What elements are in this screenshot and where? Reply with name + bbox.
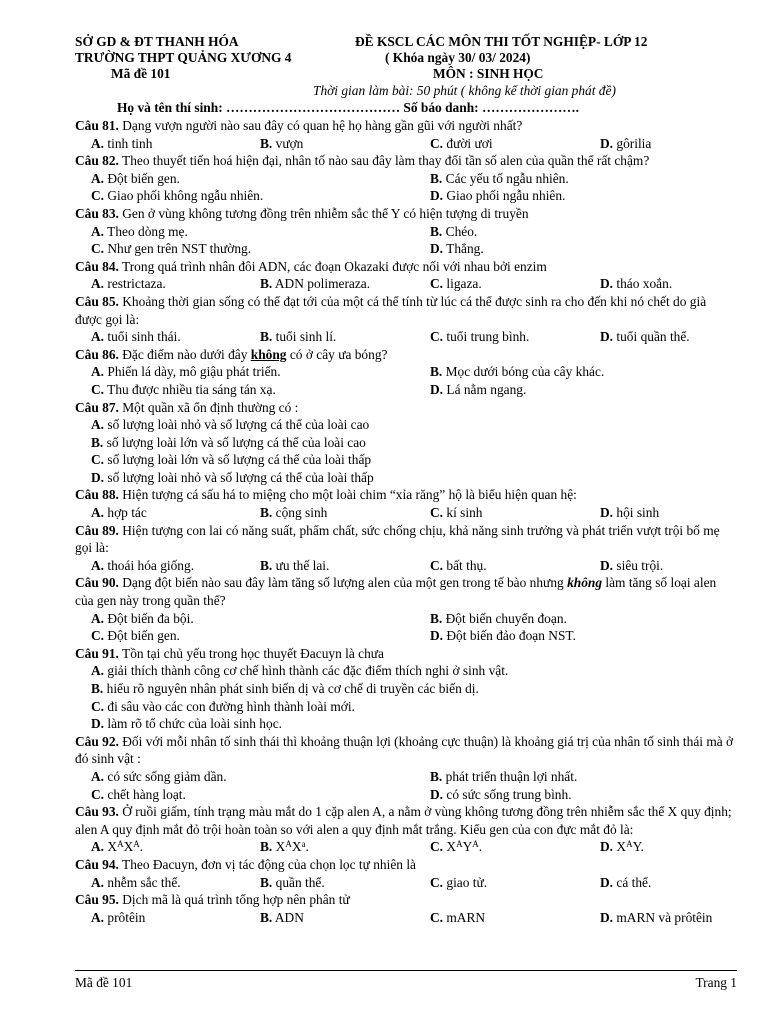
option-letter: B.: [260, 874, 273, 890]
question-number: Câu 90.: [75, 575, 119, 591]
answer-option: [430, 328, 600, 346]
allele-superscript: A: [133, 839, 140, 850]
option-letter: D.: [430, 628, 444, 644]
question-number: Câu 83.: [75, 205, 119, 221]
option-letter: C.: [430, 557, 444, 573]
option-text: tuổi quần thể.: [616, 329, 690, 345]
answer-options: [75, 838, 735, 856]
question-text: Tồn tại chủ yếu trong học thuyết Đacuyn là chưa: [122, 645, 384, 661]
answer-option: [91, 715, 735, 733]
department-name: SỞ GD & ĐT THANH HÓA: [75, 34, 239, 49]
question-stem: [75, 733, 735, 768]
answer-option: [91, 768, 430, 786]
option-letter: D.: [600, 329, 614, 345]
question-emphasis: không: [567, 575, 603, 591]
allele-superscript: a: [301, 839, 306, 850]
answer-option: [430, 504, 600, 522]
answer-option: [430, 557, 600, 575]
answer-option: [260, 838, 430, 856]
answer-option: [91, 504, 260, 522]
option-letter: A.: [91, 135, 105, 151]
option-text: tháo xoắn.: [616, 276, 673, 292]
question-number: Câu 84.: [75, 258, 119, 274]
option-text: ADN: [274, 909, 304, 925]
question-item: [75, 803, 735, 856]
option-text: vượn: [275, 135, 304, 151]
option-text: $X^AY$.: [616, 839, 644, 855]
option-letter: A.: [91, 505, 105, 521]
exam-code: Mã đề 101: [111, 66, 171, 81]
answer-option: [91, 680, 735, 698]
answer-option: [91, 627, 430, 645]
question-text: có ở cây ưa bóng?: [286, 346, 388, 362]
option-text: Các yếu tố ngẫu nhiên.: [445, 170, 569, 186]
question-text: Hiện tượng con lai có năng suất, phẩm chất, sức chống chịu, khả năng sinh trưởng và phát triển vượt trội bố mẹ gọi là:: [75, 522, 720, 556]
exam-date: ( Khóa ngày 30/ 03/ 2024): [385, 50, 531, 65]
question-number: Câu 81.: [75, 118, 119, 133]
option-letter: D.: [600, 839, 614, 855]
question-stem: [75, 856, 735, 874]
option-text: Theo dòng mẹ.: [107, 223, 188, 239]
option-letter: A.: [91, 276, 105, 292]
answer-option: [91, 451, 735, 469]
option-letter: A.: [91, 417, 105, 433]
option-letter: B.: [260, 135, 273, 151]
option-letter: D.: [600, 909, 614, 925]
option-text: có sức sống giảm dần.: [107, 768, 227, 784]
option-text: số lượng loài lớn và số lượng cá thể của loài thấp: [107, 452, 372, 468]
answer-options: [75, 363, 735, 398]
answer-option: [91, 416, 735, 434]
option-letter: D.: [430, 786, 444, 802]
answer-options: [75, 610, 735, 645]
option-text: Mọc dưới bóng của cây khác.: [445, 364, 605, 380]
question-text: Đặc điểm nào dưới đây: [122, 346, 251, 362]
allele-superscript: A: [456, 839, 463, 850]
answer-option: [600, 504, 750, 522]
option-text: Thẳng.: [446, 241, 484, 257]
question-item: [75, 891, 735, 926]
option-letter: B.: [91, 681, 104, 696]
option-text: Lá nằm ngang.: [446, 381, 527, 397]
answer-option: [260, 557, 430, 575]
option-letter: B.: [430, 170, 443, 186]
option-letter: B.: [430, 768, 443, 784]
option-text: gôrilia: [616, 135, 652, 151]
answer-option: [260, 135, 430, 153]
option-letter: B.: [260, 329, 273, 345]
option-letter: C.: [430, 874, 444, 890]
answer-option: [91, 874, 260, 892]
option-text: restrictaza.: [107, 276, 166, 292]
option-letter: D.: [91, 716, 105, 732]
question-number: Câu 93.: [75, 804, 119, 820]
question-number: Câu 86.: [75, 346, 119, 362]
answer-options: [75, 662, 735, 732]
answer-option: [600, 874, 750, 892]
answer-option: [430, 135, 600, 153]
question-text: Trong quá trình nhân đôi ADN, các đoạn Okazaki được nối với nhau bởi enzim: [122, 258, 547, 274]
option-text: chết hàng loạt.: [107, 786, 186, 802]
option-text: hợp tác: [107, 505, 147, 521]
question-text: Gen ở vùng không tương đồng trên nhiễm sắc thể Y có hiện tượng di truyền: [122, 205, 529, 221]
option-text: mARN và prôtêin: [616, 909, 713, 925]
option-text: làm rõ tổ chức của loài sinh học.: [107, 716, 282, 732]
answer-option: [430, 768, 750, 786]
question-stem: [75, 574, 735, 609]
option-text: Đột biến gen.: [107, 628, 180, 644]
answer-option: [430, 610, 750, 628]
option-letter: C.: [430, 839, 444, 855]
option-text: ưu thế lai.: [275, 557, 330, 573]
answer-option: [430, 838, 600, 856]
question-stem: [75, 205, 735, 223]
option-letter: B.: [260, 276, 273, 292]
option-text: prôtêin: [107, 909, 146, 925]
question-number: Câu 91.: [75, 645, 119, 661]
question-text: Khoảng thời gian sống có thể đạt tới của một cá thể tính từ lúc cá thể được sinh ra cho đến khi nó chết do già được gọi là:: [75, 293, 707, 327]
option-text: Đột biến đa bội.: [107, 610, 194, 626]
question-number: Câu 87.: [75, 399, 119, 415]
answer-option: [91, 786, 430, 804]
question-item: [75, 486, 735, 521]
header-row-2: [75, 50, 735, 66]
option-letter: A.: [91, 610, 105, 626]
answer-option: [430, 187, 750, 205]
allele-superscript: A: [285, 839, 292, 850]
option-letter: B.: [260, 505, 273, 521]
option-letter: C.: [430, 135, 444, 151]
option-text: $X^AX^A$.: [107, 839, 144, 855]
answer-option: [91, 328, 260, 346]
option-letter: C.: [430, 276, 444, 292]
question-list: [75, 117, 735, 926]
question-item: [75, 733, 735, 803]
option-letter: B.: [91, 434, 104, 450]
answer-option: [91, 434, 735, 452]
answer-option: [430, 909, 600, 927]
question-text: Ở ruồi giấm, tính trạng màu mắt do 1 cặp alen A, a nằm ở vùng không tương đồng trên nhiễm sắc thể X quy định; alen A quy định mắt đỏ trội hoàn toàn so với alen a quy định mắt trắng. Kiểu gen của con đực mắt đỏ là:: [75, 804, 732, 837]
option-text: bất thụ.: [446, 557, 487, 573]
question-stem: [75, 522, 735, 557]
option-letter: A.: [91, 839, 105, 855]
exam-page: [75, 34, 735, 926]
option-letter: D.: [430, 188, 444, 204]
question-text: Theo thuyết tiến hoá hiện đại, nhân tố nào sau đây làm thay đổi tần số alen của quần thể rất chậm?: [122, 153, 650, 169]
school-name: TRƯỜNG THPT QUẢNG XƯƠNG 4: [75, 50, 292, 65]
option-letter: D.: [600, 505, 614, 521]
allele-superscript: A: [472, 839, 479, 850]
option-letter: A.: [91, 170, 105, 186]
answer-option: [91, 698, 735, 716]
option-letter: C.: [430, 329, 444, 345]
question-item: [75, 856, 735, 891]
option-text: số lượng loài nhỏ và số lượng cá thể của loài cao: [107, 417, 370, 433]
question-number: Câu 89.: [75, 522, 119, 538]
allele-superscript: A: [626, 839, 633, 850]
answer-option: [430, 363, 750, 381]
answer-option: [600, 838, 750, 856]
option-text: cá thể.: [616, 874, 652, 890]
allele-superscript: A: [117, 839, 124, 850]
answer-options: [75, 504, 735, 522]
answer-options: [75, 275, 735, 293]
option-text: Đột biến đảo đoạn NST.: [446, 628, 576, 644]
option-text: Đột biến gen.: [107, 170, 180, 186]
answer-options: [75, 135, 735, 153]
option-text: tuổi sinh lí.: [275, 329, 337, 345]
option-text: số lượng loài nhỏ và số lượng cá thể của loài thấp: [107, 469, 374, 485]
answer-option: [260, 275, 430, 293]
option-text: tuổi sinh thái.: [107, 329, 181, 345]
answer-option: [600, 275, 750, 293]
answer-option: [91, 223, 430, 241]
answer-option: [430, 223, 750, 241]
option-letter: D.: [430, 241, 444, 257]
option-letter: D.: [600, 135, 614, 151]
option-letter: A.: [91, 874, 105, 890]
answer-options: [75, 223, 735, 258]
answer-option: [91, 557, 260, 575]
option-text: Chéo.: [445, 223, 478, 239]
option-text: Như gen trên NST thường.: [107, 241, 252, 257]
option-text: tuổi trung bình.: [446, 329, 530, 345]
time-note: Thời gian làm bài: 50 phút ( không kể thời gian phát đề): [313, 83, 616, 98]
option-text: mARN: [446, 909, 486, 925]
question-number: Câu 92.: [75, 733, 119, 749]
answer-option: [430, 786, 750, 804]
question-number: Câu 95.: [75, 892, 119, 908]
option-letter: C.: [430, 505, 444, 521]
option-letter: A.: [91, 557, 105, 573]
question-number: Câu 85.: [75, 293, 119, 309]
option-text: đi sâu vào các con đường hình thành loài mới.: [107, 698, 355, 714]
answer-option: [600, 135, 750, 153]
option-letter: A.: [91, 223, 105, 239]
question-text: Một quần xã ổn định thường có :: [122, 399, 299, 415]
option-text: Giao phối không ngẫu nhiên.: [107, 188, 264, 204]
answer-options: [75, 416, 735, 486]
question-stem: [75, 399, 735, 417]
answer-option: [260, 328, 430, 346]
option-letter: C.: [430, 909, 444, 925]
option-letter: C.: [91, 381, 105, 397]
answer-option: [91, 135, 260, 153]
option-text: Phiến lá dày, mô giậu phát triển.: [107, 364, 281, 380]
header-row-3: [75, 66, 735, 82]
answer-options: [75, 874, 735, 892]
answer-option: [260, 874, 430, 892]
option-text: nhễm sắc thể.: [107, 874, 181, 890]
question-number: Câu 94.: [75, 856, 119, 872]
option-text: siêu trội.: [616, 557, 664, 573]
option-letter: A.: [91, 364, 105, 380]
option-letter: A.: [91, 329, 105, 345]
option-letter: B.: [430, 364, 443, 380]
question-number: Câu 82.: [75, 153, 119, 169]
answer-option: [260, 909, 430, 927]
page-footer: [75, 970, 737, 992]
question-text: Hiện tượng cá sấu há to miệng cho một loài chim “xỉa răng” hộ là biểu hiện quan hệ:: [122, 487, 577, 503]
option-letter: B.: [430, 223, 443, 239]
question-stem: [75, 645, 735, 663]
question-emphasis: không: [250, 346, 287, 362]
answer-option: [430, 627, 750, 645]
answer-option: [91, 838, 260, 856]
answer-option: [91, 275, 260, 293]
answer-option: [91, 909, 260, 927]
option-letter: D.: [91, 469, 105, 485]
option-text: đười ươi: [446, 135, 493, 151]
option-text: ligaza.: [446, 276, 482, 292]
answer-option: [430, 170, 750, 188]
answer-option: [91, 662, 735, 680]
option-text: phát triển thuận lợi nhất.: [445, 768, 578, 784]
option-text: ADN polimeraza.: [274, 276, 371, 292]
question-text: Theo Đacuyn, đơn vị tác động của chọn lọc tự nhiên là: [122, 856, 416, 872]
question-item: [75, 258, 735, 293]
subject-name: MÔN : SINH HỌC: [433, 66, 544, 81]
option-text: giải thích thành công cơ chế hình thành các đặc điểm thích nghi ở sinh vật.: [107, 663, 509, 679]
option-text: Giao phối ngẫu nhiên.: [446, 188, 566, 204]
option-letter: B.: [260, 909, 273, 925]
option-letter: A.: [91, 909, 105, 925]
option-text: giao tử.: [446, 874, 488, 890]
option-letter: A.: [91, 663, 105, 679]
question-item: [75, 117, 735, 152]
question-item: [75, 346, 735, 399]
answer-option: [91, 381, 430, 399]
question-stem: [75, 152, 735, 170]
answer-option: [91, 187, 430, 205]
question-item: [75, 399, 735, 487]
option-letter: C.: [91, 241, 105, 257]
answer-option: [600, 328, 750, 346]
option-letter: C.: [91, 698, 105, 714]
option-letter: A.: [91, 768, 105, 784]
answer-option: [91, 363, 430, 381]
answer-option: [430, 874, 600, 892]
question-stem: [75, 891, 735, 909]
answer-option: [430, 275, 600, 293]
option-letter: C.: [91, 628, 105, 644]
question-text: Dạng đột biến nào sau đây làm tăng số lượng alen của một gen trong tế bào nhưng: [122, 575, 568, 591]
answer-options: [75, 909, 735, 927]
answer-options: [75, 557, 735, 575]
answer-option: [91, 469, 735, 487]
question-stem: [75, 293, 735, 328]
question-item: [75, 293, 735, 346]
answer-option: [600, 909, 750, 927]
option-text: số lượng loài lớn và số lượng cá thể của loài cao: [106, 434, 366, 450]
question-text: Đối với mỗi nhân tố sinh thái thì khoảng thuận lợi (khoảng cực thuận) là khoảng giá trị của nhân tố sinh thái mà ở đó sinh vật :: [75, 733, 734, 767]
question-item: [75, 205, 735, 258]
question-stem: [75, 803, 735, 838]
option-text: $X^AY^A$.: [446, 839, 483, 855]
option-text: Đột biến chuyển đoạn.: [445, 610, 567, 626]
question-item: [75, 645, 735, 733]
option-text: hiểu rõ nguyên nhân phát sinh biến dị và cơ chế di truyền các biến dị.: [106, 681, 479, 696]
footer-page-number: Trang 1: [695, 975, 737, 990]
answer-option: [430, 381, 750, 399]
question-item: [75, 522, 735, 575]
option-letter: C.: [91, 188, 105, 204]
candidate-info-line: Họ và tên thí sinh: ………………………………… Số báo danh: ………………….: [117, 100, 580, 115]
option-text: kí sinh: [446, 505, 483, 521]
question-text: Dạng vượn người nào sau đây có quan hệ họ hàng gần gũi với người nhất?: [122, 118, 523, 133]
option-text: cộng sinh: [275, 505, 328, 521]
answer-option: [91, 240, 430, 258]
option-letter: B.: [260, 839, 273, 855]
answer-option: [260, 504, 430, 522]
question-stem: [75, 346, 735, 364]
question-text: làm tăng số loại alen của gen này trong quần thể?: [75, 575, 717, 609]
header-row-1: [75, 34, 735, 50]
answer-option: [91, 170, 430, 188]
option-letter: D.: [430, 381, 444, 397]
option-letter: C.: [91, 452, 105, 468]
option-letter: B.: [430, 610, 443, 626]
answer-option: [600, 557, 750, 575]
answer-options: [75, 170, 735, 205]
option-text: tinh tinh: [107, 135, 153, 151]
answer-option: [91, 610, 430, 628]
option-letter: C.: [91, 786, 105, 802]
option-text: Thu được nhiều tia sáng tán xạ.: [107, 381, 276, 397]
question-text: Dịch mã là quá trình tổng hợp nên phân tử: [122, 892, 350, 908]
option-text: $X^AX^a$.: [275, 839, 309, 855]
option-letter: D.: [600, 557, 614, 573]
option-text: hội sinh: [616, 505, 660, 521]
question-stem: [75, 258, 735, 276]
option-letter: D.: [600, 874, 614, 890]
answer-options: [75, 768, 735, 803]
footer-exam-code: Mã đề 101: [75, 975, 133, 990]
option-text: thoái hóa giống.: [107, 557, 195, 573]
question-item: [75, 574, 735, 644]
option-text: quần thể.: [275, 874, 325, 890]
answer-options: [75, 328, 735, 346]
option-letter: D.: [600, 276, 614, 292]
question-item: [75, 152, 735, 205]
question-stem: [75, 117, 735, 135]
answer-option: [430, 240, 750, 258]
exam-title: ĐỀ KSCL CÁC MÔN THI TỐT NGHIỆP- LỚP 12: [355, 34, 648, 49]
option-letter: B.: [260, 557, 273, 573]
question-stem: [75, 486, 735, 504]
question-number: Câu 88.: [75, 487, 119, 503]
option-text: có sức sống trung bình.: [446, 786, 572, 802]
